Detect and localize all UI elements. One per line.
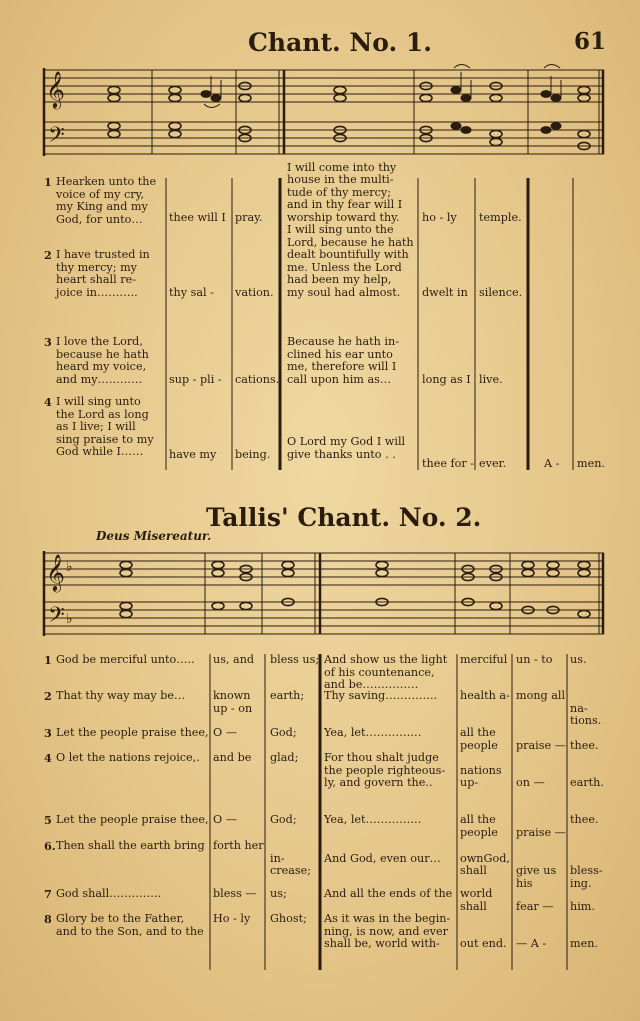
recitation-text: tude of thy mercy; — [287, 185, 391, 199]
verse-text: my King and my — [56, 200, 148, 214]
verse-text: as I live; I will — [56, 420, 136, 434]
chant-segment: out end. — [460, 937, 507, 951]
chant-segment: earth. — [570, 776, 604, 790]
chant-segment: world — [460, 887, 493, 900]
chant-segment: have my — [169, 448, 217, 461]
recitation-text: I will come into thy — [287, 160, 397, 174]
chant-segment: and be — [213, 751, 252, 764]
recitation-text: As it was in the begin- — [324, 912, 451, 925]
chant-segment: tions. — [570, 714, 602, 728]
recitation-text: And all the ends of the — [324, 887, 453, 900]
verse-number: 6. — [44, 839, 56, 853]
chant-segment: people — [460, 825, 498, 839]
recitation-text: ly, and govern the.. — [324, 776, 433, 790]
chant-segment: thy sal - — [169, 286, 214, 299]
chant-segment: earth; — [270, 689, 305, 702]
verse-text: Hearken unto the — [56, 175, 157, 188]
verse-number: 1 — [44, 175, 52, 189]
chant-segment: praise — — [516, 738, 566, 752]
recitation-text: Yea, let…………… — [324, 726, 422, 739]
recitation-text: Thy saving………….. — [324, 689, 438, 702]
verse-text: I love the Lord, — [56, 335, 143, 348]
verse-number: 2 — [44, 689, 52, 703]
recitation-text: house in the multi- — [287, 173, 394, 187]
chant-segment: Ghost; — [270, 912, 307, 925]
chant-segment: sup - pli - — [169, 373, 222, 386]
verse-text: heart shall re- — [56, 273, 136, 287]
amen-text: men. — [577, 457, 605, 470]
verse-text: and to the Son, and to the — [56, 924, 204, 938]
recitation-text: O Lord my God I will — [287, 435, 406, 449]
chant-segment: all the — [460, 813, 496, 826]
chant-segment: mong all — [516, 689, 566, 702]
chant1-barlines — [44, 68, 603, 156]
verse-text: sing praise to my — [56, 432, 154, 446]
chant-segment: thee. — [570, 813, 599, 826]
chant-segment: — A - — [516, 937, 547, 951]
chant-segment: dwelt in — [422, 286, 468, 299]
chant-segment: temple. — [479, 211, 522, 224]
chant-segment: silence. — [479, 286, 523, 299]
verse-number: 7 — [44, 887, 52, 901]
chant-segment: being. — [235, 448, 271, 461]
chant-segment: glad; — [270, 751, 299, 764]
recitation-text: call upon him as… — [287, 373, 392, 386]
chant-segment: vation. — [235, 286, 274, 299]
chant-segment: shall — [460, 899, 487, 913]
chant-segment: people — [460, 738, 498, 752]
verse-text: O let the nations rejoice,. — [56, 751, 200, 764]
chant-segment: bless- — [570, 864, 603, 878]
recitation-text: my soul had almost. — [287, 286, 401, 299]
recitation-text: Yea, let…………… — [324, 813, 422, 826]
flat-icon: ♭ — [66, 611, 73, 627]
treble-clef-icon: 𝄞 — [46, 553, 65, 591]
chant2-notes — [120, 561, 590, 617]
recitation-text: shall be, world with- — [324, 937, 440, 951]
verse-text: the Lord as long — [56, 407, 149, 421]
chant-segment: us; — [270, 887, 287, 900]
bass-clef-icon: 𝄢 — [48, 123, 65, 153]
verse-text: God shall………….. — [56, 887, 162, 900]
recitation-text: had been my help, — [287, 273, 392, 287]
verse-text: Let the people praise thee, — [56, 813, 209, 826]
chant-segment: ever. — [479, 457, 507, 470]
verse-text: God while I…… — [56, 445, 144, 459]
chant2-title: Tallis' Chant. No. 2. — [206, 503, 482, 532]
chant-segment: nations — [460, 763, 502, 777]
recitation-text: me. Unless the Lord — [287, 260, 402, 274]
chant-segment: O — — [213, 813, 237, 826]
recitation-text: And God, even our… — [324, 851, 441, 865]
recitation-text: worship toward thy. — [287, 211, 400, 224]
verse-text: and my………… — [56, 372, 143, 386]
verse-text: God, for unto… — [56, 212, 143, 226]
chant-segment: forth her — [213, 839, 264, 852]
chant-segment: merciful — [460, 653, 508, 666]
verse-text: I have trusted in — [56, 248, 150, 261]
recitation-text: Lord, because he hath — [287, 235, 414, 249]
chant2-barlines — [44, 551, 603, 636]
verse-text: thy mercy; my — [56, 260, 137, 274]
verse-number: 4 — [44, 751, 52, 765]
chant-segment: long as I — [422, 373, 471, 386]
chant1-bass-staff — [44, 122, 604, 154]
treble-clef-icon: 𝄞 — [46, 70, 65, 108]
verse-text: Then shall the earth bring — [56, 839, 205, 852]
chant-segment: give us — [516, 864, 557, 878]
verse-text: because he hath — [56, 347, 149, 361]
recitation-text: clined his ear unto — [287, 347, 393, 361]
verse-number: 4 — [44, 395, 52, 409]
recitation-text: of his countenance, — [324, 665, 435, 679]
chant2-subtitle: Deus Misereatur. — [96, 529, 212, 543]
chant-segment: crease; — [270, 864, 312, 878]
recitation-text: and in thy fear will I — [287, 198, 403, 212]
chant-segment: ownGod, — [460, 851, 510, 865]
recitation-text: I will sing unto the — [287, 223, 394, 236]
verse-text: God be merciful unto….. — [56, 653, 195, 666]
chant-segment: him. — [570, 899, 595, 913]
chant-segment: known — [213, 689, 251, 702]
recitation-text: the people righteous- — [324, 763, 446, 777]
chant1-notes — [108, 82, 590, 149]
verse-number: 1 — [44, 653, 52, 667]
verse-number: 3 — [44, 335, 52, 349]
flat-icon: ♭ — [66, 559, 73, 575]
amen-text: A - — [544, 457, 560, 470]
chant-segment: us, and — [213, 653, 255, 666]
chant1-treble-staff — [44, 70, 604, 102]
verse-number: 2 — [44, 248, 52, 262]
bass-clef-icon: 𝄢 — [48, 603, 65, 633]
chant-segment: fear — — [516, 899, 554, 913]
recitation-text: And show us the light — [324, 653, 448, 666]
chant-segment: God; — [270, 726, 297, 739]
chant1-quarter-notes — [201, 72, 561, 133]
chant-segment: ing. — [570, 876, 592, 890]
chant1-title: Chant. No. 1. — [248, 28, 432, 57]
chant-segment: men. — [570, 937, 598, 951]
chant-segment: thee will I — [169, 211, 226, 224]
chant-segment: God; — [270, 813, 297, 826]
chant-segment: ho - ly — [422, 211, 457, 224]
chant-segment: na- — [570, 701, 588, 715]
chant-segment: un - to — [516, 653, 553, 666]
chant-segment: live. — [479, 373, 503, 386]
recitation-text: For thou shalt judge — [324, 751, 439, 764]
verse-text: voice of my cry, — [56, 187, 144, 201]
verse-number: 5 — [44, 813, 52, 827]
recitation-text: me, therefore will I — [287, 360, 397, 374]
recitation-text: dealt bountifully with — [287, 248, 409, 262]
chant-segment: up- — [460, 776, 479, 790]
verse-text: Let the people praise thee, — [56, 726, 209, 739]
chant-segment: pray. — [235, 211, 263, 224]
recitation-text: ning, is now, and ever — [324, 924, 448, 938]
chant-segment: thee for - — [422, 457, 475, 470]
chant-segment: on — — [516, 776, 545, 790]
recitation-text: Because he hath in- — [287, 335, 399, 349]
verse-text: That thy way may be… — [56, 689, 186, 702]
chant-segment: bless — — [213, 887, 257, 900]
chant-segment: bless us; — [270, 653, 320, 666]
verse-text: I will sing unto — [56, 395, 141, 408]
chant-segment: shall — [460, 864, 487, 878]
chant-segment: praise — — [516, 825, 566, 839]
verse-number: 3 — [44, 726, 52, 740]
chant-segment: Ho - ly — [213, 912, 251, 925]
verse-text: joice in……….. — [56, 285, 138, 299]
chant-segment: O — — [213, 726, 237, 739]
chant-segment: us. — [570, 653, 587, 666]
recitation-text: give thanks unto . . — [287, 448, 396, 461]
page-number: 61 — [574, 28, 607, 55]
verse-text: heard my voice, — [56, 360, 147, 374]
chant-segment: cations. — [235, 373, 280, 386]
verse-number: 8 — [44, 912, 52, 926]
chant-segment: health a- — [460, 689, 510, 702]
chant-segment: all the — [460, 726, 496, 739]
recitation-text: and be…………… — [324, 678, 419, 692]
chant-segment: up - on — [213, 701, 253, 715]
chant-segment: thee. — [570, 738, 599, 752]
chant-segment: in- — [270, 851, 285, 865]
verse-text: Glory be to the Father, — [56, 912, 185, 925]
chant-segment: his — [516, 876, 533, 890]
